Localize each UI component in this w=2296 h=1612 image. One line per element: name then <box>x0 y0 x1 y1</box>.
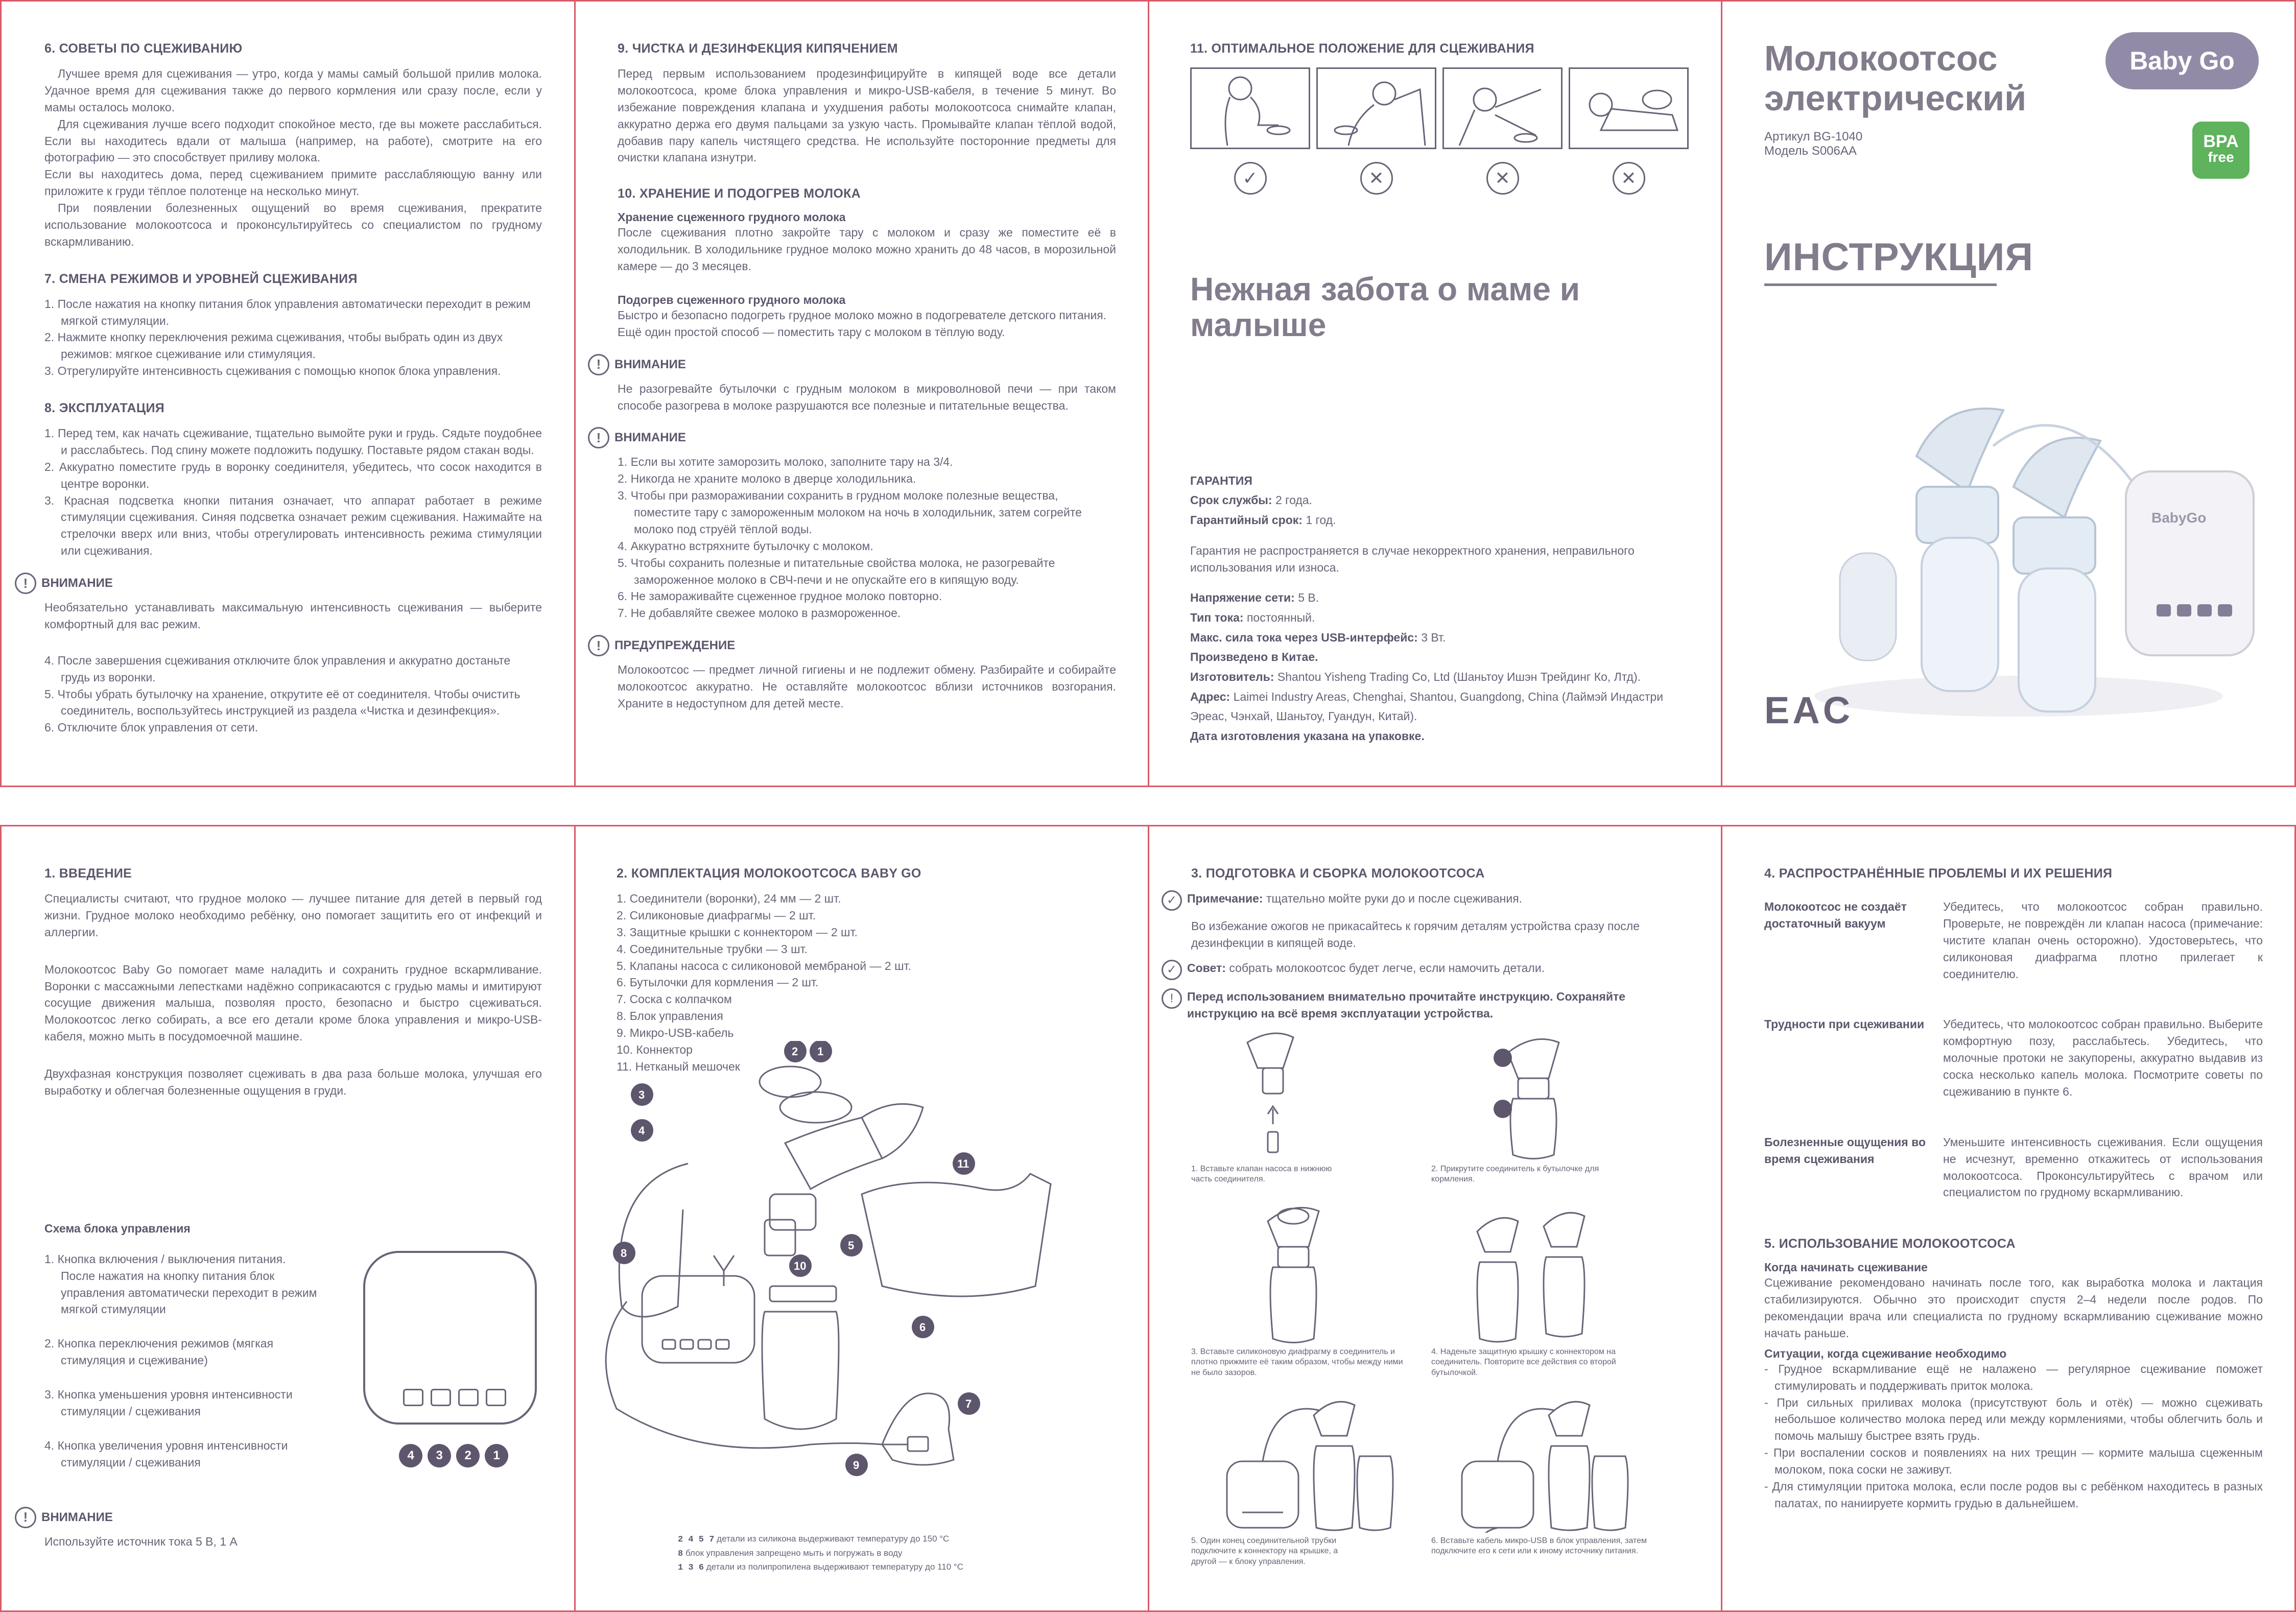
model: Модель S006AA <box>1764 144 1857 158</box>
operation-list-continued <box>44 652 542 736</box>
panel-intro <box>2 826 574 1610</box>
warning-heading <box>588 354 1116 375</box>
position-illustration <box>1569 67 1689 149</box>
when-text: Сцеживание рекомендовано начинать после того, как выработка молока и лактация стабилизируются. Обычно это происходит спустя 2–4 недели после родов. По рекомендации врача или специалиста по грудному вскармливанию сцеживание можно начать раньше. <box>1764 1276 2263 1340</box>
legend-text: детали из полипропилена выдерживают температуру до 110 °С <box>706 1562 964 1572</box>
warning-label: ВНИМАНИЕ <box>614 431 686 445</box>
list-item: 5. Чтобы сохранить полезные и питательные свойства молока, не разогревайте замороженное молоко в СВЧ-печи и не опускайте его в кипящую воду. <box>618 556 1055 586</box>
exclamation-icon: ! <box>588 354 609 375</box>
assembly-step <box>1191 1380 1431 1574</box>
position-card <box>1569 67 1689 195</box>
step-illustration <box>1431 1196 1661 1344</box>
need-list <box>1764 1361 2263 1512</box>
eac-mark: EAC <box>1764 689 1854 731</box>
list-item: 6. Отключите блок управления от сети. <box>44 721 258 734</box>
check-icon: ✓ <box>1234 162 1267 195</box>
modes-list <box>44 296 542 380</box>
panel-kit <box>576 826 1148 1610</box>
maker-label: Изготовитель: <box>1190 670 1274 683</box>
callout-number: 3 <box>638 1088 645 1101</box>
list-item: 4. Соединительные трубки — 3 шт. <box>617 942 808 956</box>
instruction-title: ИНСТРУКЦИЯ <box>1764 235 2034 279</box>
when-subtitle: Когда начинать сцеживание <box>1764 1261 1928 1274</box>
problem-name: Болезненные ощущения во время сцеживания <box>1764 1135 1926 1166</box>
warning-heading <box>15 1507 542 1528</box>
warning-heading <box>588 427 1116 448</box>
section-title-usage: 5. ИСПОЛЬЗОВАНИЕ МОЛОКООТСОСА <box>1764 1237 2016 1251</box>
list-item: 10. Коннектор <box>617 1042 693 1056</box>
current-label: Тип тока: <box>1190 611 1244 625</box>
problems-table <box>1764 898 2263 1201</box>
voltage-value: 5 В. <box>1298 591 1319 605</box>
step-illustration <box>1191 1380 1421 1533</box>
section-title-intro: 1. ВВЕДЕНИЕ <box>44 866 132 881</box>
list-item: - При сильных приливах молока (присутствуют боль и отёк) — можно сцеживать небольшое количество молока перед или между кормлениями, чтобы облегчить боль и помочь малышу быстрее взять грудь. <box>1764 1395 2263 1443</box>
tip-label: Совет: <box>1187 961 1226 975</box>
callout-number: 10 <box>794 1260 807 1272</box>
service-value: 2 года. <box>1275 493 1312 507</box>
section-title-storage: 10. ХРАНЕНИЕ И ПОДОГРЕВ МОЛОКА <box>618 186 861 201</box>
check-icon: ✓ <box>1162 890 1182 911</box>
panel-positions <box>1149 2 1721 786</box>
list-item: 6. Не замораживайте сцеженное грудное молоко повторно. <box>618 589 942 603</box>
callout-number: 5 <box>848 1239 855 1252</box>
brand-logo: Baby Go <box>2105 32 2259 89</box>
warning-label: ВНИМАНИЕ <box>41 576 113 590</box>
cross-icon: ✕ <box>1486 162 1519 195</box>
table-row <box>1764 898 2263 982</box>
heating-text-2: Ещё один простой способ — поместить тару с молоком в тёплую воду. <box>618 325 1005 339</box>
list-item: 4. После завершения сцеживания отключите блок управления и аккуратно достаньте грудь из воронки. <box>44 653 511 684</box>
callout-number: 7 <box>965 1397 972 1410</box>
section-title-modes: 7. СМЕНА РЕЖИМОВ И УРОВНЕЙ СЦЕЖИВАНИЯ <box>44 271 358 286</box>
problem-name: Трудности при сцеживании <box>1764 1017 1925 1031</box>
paragraph: Двухфазная конструкция позволяет сцеживать в два раза больше молока, улучшая его выработку и облегчая болезненные ощущения в груди. <box>44 1067 542 1097</box>
callout-number: 6 <box>919 1321 926 1334</box>
list-item: - Для стимуляции притока молока, если после родов вы с ребёнком находитесь в разных палатах, по наниируете кормить грудью в дальнейшем. <box>1764 1479 2263 1510</box>
heating-text: Быстро и безопасно подогреть грудное молоко можно в подогревателе детского питания. <box>618 308 1107 322</box>
title-underline <box>1764 283 1997 286</box>
problem-solution: Уменьшите интенсивность сцеживания. Если ощущения не исчезнут, временно откажитесь от использования молокоотсоса. Проконсультируйтесь с врачом или специалистом по грудному вскармливанию. <box>1943 1135 2263 1199</box>
material-legend <box>678 1532 963 1575</box>
tip-line <box>1162 960 1690 980</box>
paragraph: Молокоотсос Baby Go помогает маме наладить и сохранить грудное вскармливание. Воронки с массажными лепестками надёжно соприкасаются с грудью мамы и имитируют сосущие движения малыша, позволяя просто, безопасно и быстро сцеживаться. Молокоотсос легко собирать, а все его детали кроме блока управления и микро-USB-кабеля, можно мыть в посудомоечной машине. <box>44 962 542 1044</box>
list-item: 11. Нетканый мешочек <box>617 1059 740 1073</box>
table-row <box>1764 1134 2263 1201</box>
list-item: 5. Чтобы убрать бутылочку на хранение, открутите её от соединителя. Чтобы очистить соединитель, воспользуйтесь инструкцией из раздела «Чистка и дезинфекция». <box>44 687 520 718</box>
heating-subtitle: Подогрев сцеженного грудного молока <box>618 293 846 306</box>
control-unit-diagram <box>363 1251 542 1471</box>
list-item: 3. Чтобы при размораживании сохранить в грудном молоке полезные вещества, поместите тару с замороженным молоком на ночь в холодильник, затем согрейте молоко под струёй тёплой воды. <box>618 489 1082 536</box>
tips-text <box>44 65 542 250</box>
position-card <box>1316 67 1436 195</box>
list-item: 6. Бутылочки для кормления — 2 шт. <box>617 976 819 989</box>
callout-number: 2 <box>456 1444 480 1467</box>
panel-cover <box>1722 2 2294 786</box>
legend-text: детали из силикона выдерживают температуру до 150 °С <box>717 1534 950 1544</box>
assembly-step <box>1431 1380 1671 1574</box>
breast-pump-photo <box>1799 369 2259 737</box>
list-item: - При воспалении сосков и появлениях на них трещин — кормите малыша сцеженным молоком, пока соски не заживут. <box>1764 1446 2263 1476</box>
caution-label: ПРЕДУПРЕЖДЕНИЕ <box>614 638 736 653</box>
exclamation-icon: ! <box>588 635 609 656</box>
list-item: 1. Если вы хотите заморозить молоко, заполните тару на 3/4. <box>618 455 953 469</box>
list-item: 3. Кнопка уменьшения уровня интенсивности стимуляции / сцеживания <box>44 1388 293 1418</box>
list-item: 1. Соединители (воронки), 24 мм — 2 шт. <box>617 892 841 905</box>
list-item: 3. Защитные крышки с коннектором — 2 шт. <box>617 925 858 939</box>
section-title-positions: 11. ОПТИМАЛЬНОЕ ПОЛОЖЕНИЕ ДЛЯ СЦЕЖИВАНИЯ <box>1190 41 1534 56</box>
paragraph: Для сцеживания лучше всего подходит спокойное место, где вы можете расслабиться. Если вы находитесь вдали от малыша (например, на работе), смотрите на его фотографию — это способствует приливу молока. <box>44 117 542 164</box>
mode-button-icon <box>458 1389 479 1406</box>
list-item: 2. Никогда не храните молоко в дверце холодильника. <box>618 472 916 486</box>
check-icon: ✓ <box>1162 960 1182 980</box>
freezing-list <box>618 454 1116 622</box>
list-item: 1. Перед тем, как начать сцеживание, тщательно вымойте руки и грудь. Сядьте поудобнее и расслабьтесь. Под спину можете подложить подушку. Поставьте рядом стакан воды. <box>44 426 542 457</box>
section-title-tips: 6. СОВЕТЫ ПО СЦЕЖИВАНИЮ <box>44 41 243 56</box>
callout-number: 4 <box>638 1124 645 1137</box>
callout-number: 1 <box>817 1045 824 1058</box>
service-label: Срок службы: <box>1190 493 1272 507</box>
article: Артикул BG-1040 <box>1764 129 1863 144</box>
position-illustration <box>1190 67 1310 149</box>
need-subtitle: Ситуации, когда сцеживание необходимо <box>1764 1346 2007 1360</box>
date-note: Дата изготовления указана на упаковке. <box>1190 729 1425 743</box>
scheme-list <box>44 1251 322 1471</box>
legend-numbers: 2 4 5 7 <box>678 1535 715 1545</box>
step-illustration <box>1431 1380 1661 1533</box>
list-item: 2. Кнопка переключения режимов (мягкая стимуляция и сцеживание) <box>44 1337 274 1367</box>
step-illustration <box>1191 1196 1421 1344</box>
product-title: Молокоотсос электрический <box>1764 38 2027 118</box>
callout-number: 9 <box>853 1459 860 1472</box>
list-item: 7. Соска с колпачком <box>617 992 732 1006</box>
section-title-assembly: 3. ПОДГОТОВКА И СБОРКА МОЛОКООТСОСА <box>1191 866 1485 881</box>
section-title-operation: 8. ЭКСПЛУАТАЦИЯ <box>44 401 165 415</box>
assembly-step <box>1431 1196 1671 1380</box>
warning-heading <box>15 573 542 594</box>
exclamation-icon: ! <box>588 427 609 448</box>
list-item: 9. Микро-USB-кабель <box>617 1026 734 1039</box>
list-item: 1. Кнопка включения / выключения питания. После нажатия на кнопку питания блок управления автоматически переходит в режим мягкой стимуляции <box>44 1252 317 1316</box>
list-item: 3. Отрегулируйте интенсивность сцеживания с помощью кнопок блока управления. <box>44 364 501 378</box>
paragraph: При появлении болезненных ощущений во время сцеживания, прекратите использование молокоотсоса и проконсультируйтесь со специалистом по грудному вскармливанию. <box>44 201 542 248</box>
step-caption: 2. Прикрутите соединитель к бутылочке для кормления. <box>1431 1164 1599 1184</box>
position-card <box>1190 67 1310 195</box>
panel-cleaning <box>576 2 1148 786</box>
callout-number: 4 <box>399 1444 422 1467</box>
slogan: Нежная забота о маме и малыше <box>1190 271 1580 344</box>
section-title-kit: 2. КОМПЛЕКТАЦИЯ МОЛОКООТСОСА BABY GO <box>617 866 921 881</box>
problem-solution: Убедитесь, что молокоотсос собран правильно. Выберите комфортную позу, расслабьтесь. Убедитесь, что молочные протоки не закупорены, аккуратно выдавив из соска несколько капель молока. Посмотрите советы по сцеживанию в пункте 6. <box>1943 1017 2263 1098</box>
list-item: 8. Блок управления <box>617 1009 723 1023</box>
paragraph: Специалисты считают, что грудное молоко — лучшее питание для детей в первый год жизни. Грудное молоко необходимо ребёнку, оно помогает защитить его от инфекций и аллергии. <box>44 892 542 939</box>
step-caption: 4. Наденьте защитную крышку с коннектором на соединитель. Повторите все действия со второй бутылочкой. <box>1431 1347 1616 1378</box>
read-note: Перед использованием внимательно прочитайте инструкцию. Сохраняйте инструкцию на всё время эксплуатации устройства. <box>1187 989 1626 1020</box>
list-item: 2. Нажмите кнопку переключения режима сцеживания, чтобы выбрать один из двух режимов: мягкое сцеживание или стимуляция. <box>44 330 503 361</box>
legend-text: блок управления запрещено мыть и погружать в воду <box>685 1548 903 1558</box>
tip-text: собрать молокоотсос будет легче, если намочить детали. <box>1229 961 1545 975</box>
warranty-label: Гарантийный срок: <box>1190 513 1303 527</box>
list-item: - Грудное вскармливание ещё не налажено — регулярное сцеживание поможет стимулировать и поддерживать приток молока. <box>1764 1362 2263 1392</box>
step-caption: 1. Вставьте клапан насоса в нижнюю часть соединителя. <box>1191 1164 1332 1184</box>
section-title-cleaning: 9. ЧИСТКА И ДЕЗИНФЕКЦИЯ КИПЯЧЕНИЕМ <box>618 41 898 56</box>
kit-exploded-diagram <box>596 1041 1127 1526</box>
position-illustration <box>1442 67 1563 149</box>
step-caption: 3. Вставьте силиконовую диафрагму в соединитель и плотно прижмите её таким образом, чтобы между ними не было зазоров. <box>1191 1347 1403 1378</box>
panel-assembly <box>1149 826 1721 1610</box>
paragraph: Если вы находитесь дома, перед сцеживанием примите расслабляющую ванну или приложите к груди тёплое полотенце на несколько минут. <box>44 168 542 198</box>
cross-icon: ✕ <box>1613 162 1645 195</box>
exclamation-icon: ! <box>15 573 36 594</box>
warranty-title: ГАРАНТИЯ <box>1190 473 1252 487</box>
top-sheet <box>0 0 2296 787</box>
warning-label: ВНИМАНИЕ <box>614 357 686 371</box>
step-illustration <box>1431 1022 1661 1160</box>
section-title-problems: 4. РАСПРОСТРАНЁННЫЕ ПРОБЛЕМЫ И ИХ РЕШЕНИЯ <box>1764 866 2113 881</box>
warning-text: Необязательно устанавливать максимальную интенсивность сцеживания — выберите комфортный для вас режим. <box>44 601 542 631</box>
warning-label: ВНИМАНИЕ <box>41 1510 113 1524</box>
maker-value: Shantou Yisheng Trading Co, Ltd (Шаньтоу Ишэн Трейдинг Ко, Лтд). <box>1277 670 1641 683</box>
warranty-note: Гарантия не распространяется в случае некорректного хранения, неправильного использования или износа. <box>1190 543 1635 574</box>
legend-numbers: 1 3 6 <box>678 1563 704 1573</box>
warranty-value: 1 год. <box>1306 513 1336 527</box>
caution-text: Молокоотсос — предмет личной гигиены и не подлежит обмену. Разбирайте и собирайте молокоотсос аккуратно. Не оставляйте молокоотсос вблизи источников возгорания. Храните в недоступном для детей месте. <box>618 663 1116 710</box>
bpa-label: BPA <box>2203 132 2239 151</box>
positions-row <box>1190 67 1690 195</box>
list-item: 1. После нажатия на кнопку питания блок управления автоматически переходит в режим мягкой стимуляции. <box>44 297 531 327</box>
usb-value: 3 Вт. <box>1421 630 1446 644</box>
address-value: Laimei Industry Areas, Chenghai, Shantou, Guangdong, China (Лаймэй Индастри Эреас, Чэнхай, Шаньтоу, Гуандун, Китай). <box>1190 690 1664 723</box>
usb-label: Макс. сила тока через USB-интерфейс: <box>1190 630 1418 644</box>
device-brand: BabyGo <box>2151 510 2207 526</box>
operation-list <box>44 425 542 559</box>
warranty-block <box>1190 471 1690 746</box>
cross-icon: ✕ <box>1360 162 1393 195</box>
minus-button-icon <box>431 1389 451 1406</box>
list-item: 2. Аккуратно поместите грудь в воронку соединителя, убедитесь, что сосок находится в центре воронки. <box>44 460 542 490</box>
voltage-label: Напряжение сети: <box>1190 591 1295 605</box>
read-note-line <box>1162 988 1690 1022</box>
list-item: 3. Красная подсветка кнопки питания означает, что аппарат работает в режиме стимуляции сцеживания. Синяя подсветка означает режим сцеживания. Нажимайте на стрелочки вверх или вниз, чтобы отрегулировать интенсивность режима стимуляции или сцеживания. <box>44 493 542 558</box>
position-card <box>1442 67 1563 195</box>
paragraph: Лучшее время для сцеживания — утро, когда у мамы самый большой прилив молока. Удачное время для сцеживания также до первого кормления или сразу после, если у мамы осталось молоко. <box>44 67 542 114</box>
assembly-steps <box>1191 1022 1690 1574</box>
current-value: постоянный. <box>1246 611 1315 625</box>
step-caption: 6. Вставьте кабель микро-USB в блок управления, затем подключите его к сети или к иному источнику питания. <box>1431 1536 1647 1556</box>
note-text: тщательно мойте руки до и после сцеживания. <box>1266 892 1523 905</box>
callout-number: 2 <box>792 1045 798 1058</box>
caution-heading <box>588 635 1116 656</box>
power-button-icon <box>486 1389 506 1406</box>
cleaning-text: Перед первым использованием продезинфицируйте в кипящей воде все детали молокоотсоса, кроме блока управления и микро-USB-кабеля, в течение 5 минут. Во избежание повреждения клапана и ухудшения работы молокоотсоса снимайте клапан, аккуратно держа его двумя пальцами за узкую часть. Промывайте клапан тёплой водой, добавив пару капель чистящего средства. Не используйте посторонние предметы для очистки клапана изнутри. <box>618 67 1116 164</box>
plus-button-icon <box>403 1389 423 1406</box>
list-item: 4. Кнопка увеличения уровня интенсивности стимуляции / сцеживания <box>44 1438 288 1469</box>
problem-solution: Убедитесь, что молокоотсос собран правильно. Проверьте, не повреждён ли клапан насоса (примечание: чистите клапан очень осторожно). Удостоверьтесь, что силиконовая диафрагма плотно прилегает к соединителю. <box>1943 900 2263 981</box>
free-label: free <box>2208 149 2234 165</box>
storage-text: После сцеживания плотно закройте тару с молоком и сразу же поместите её в холодильник. В холодильнике грудное молоко можно хранить до 48 часов, в морозильной камере — до 3 месяцев. <box>618 226 1116 273</box>
position-illustration <box>1316 67 1436 149</box>
problem-name: Молокоотсос не создаёт достаточный вакуум <box>1764 900 1907 930</box>
assembly-step <box>1191 1196 1431 1380</box>
panel-problems <box>1722 826 2294 1610</box>
panel-tips <box>2 2 574 786</box>
note-label: Примечание: <box>1187 892 1263 905</box>
list-item: 4. Аккуратно встряхните бутылочку с молоком. <box>618 539 873 553</box>
bpa-free-badge <box>2192 122 2250 179</box>
step-caption: 5. Один конец соединительной трубки подключите к коннектору на крышке, а другой — к блоку управления. <box>1191 1536 1338 1567</box>
note-text-2: Во избежание ожогов не прикасайтесь к горячим деталям устройства сразу после дезинфекции в кипящей воде. <box>1191 919 1640 950</box>
warning-text: Не разогревайте бутылочки с грудным молоком в микроволновой печи — при таком способе разогрева в молоке разрушаются все полезные и питательные вещества. <box>618 382 1116 412</box>
table-row <box>1764 1016 2263 1100</box>
legend-numbers: 8 <box>678 1549 683 1559</box>
callout-number: 8 <box>621 1247 627 1260</box>
callout-number: 3 <box>428 1444 451 1467</box>
list-item: 2. Силиконовые диафрагмы — 2 шт. <box>617 908 816 922</box>
warning-text: Используйте источник тока 5 В, 1 А <box>44 1534 238 1548</box>
exclamation-icon: ! <box>1162 988 1182 1009</box>
scheme-title: Схема блока управления <box>44 1221 191 1235</box>
callout-number: 1 <box>485 1444 508 1467</box>
made-in: Произведено в Китае. <box>1190 650 1318 664</box>
assembly-step <box>1191 1022 1431 1196</box>
bottom-sheet <box>0 825 2296 1612</box>
storage-subtitle: Хранение сцеженного грудного молока <box>618 210 846 224</box>
note-line <box>1162 890 1690 911</box>
callout-number: 11 <box>957 1157 969 1170</box>
list-item: 7. Не добавляйте свежее молоко в размороженное. <box>618 606 901 620</box>
address-label: Адрес: <box>1190 690 1230 703</box>
list-item: 5. Клапаны насоса с силиконовой мембраной — 2 шт. <box>617 959 911 973</box>
exclamation-icon: ! <box>15 1507 36 1528</box>
assembly-step <box>1431 1022 1671 1196</box>
step-illustration <box>1191 1022 1421 1160</box>
